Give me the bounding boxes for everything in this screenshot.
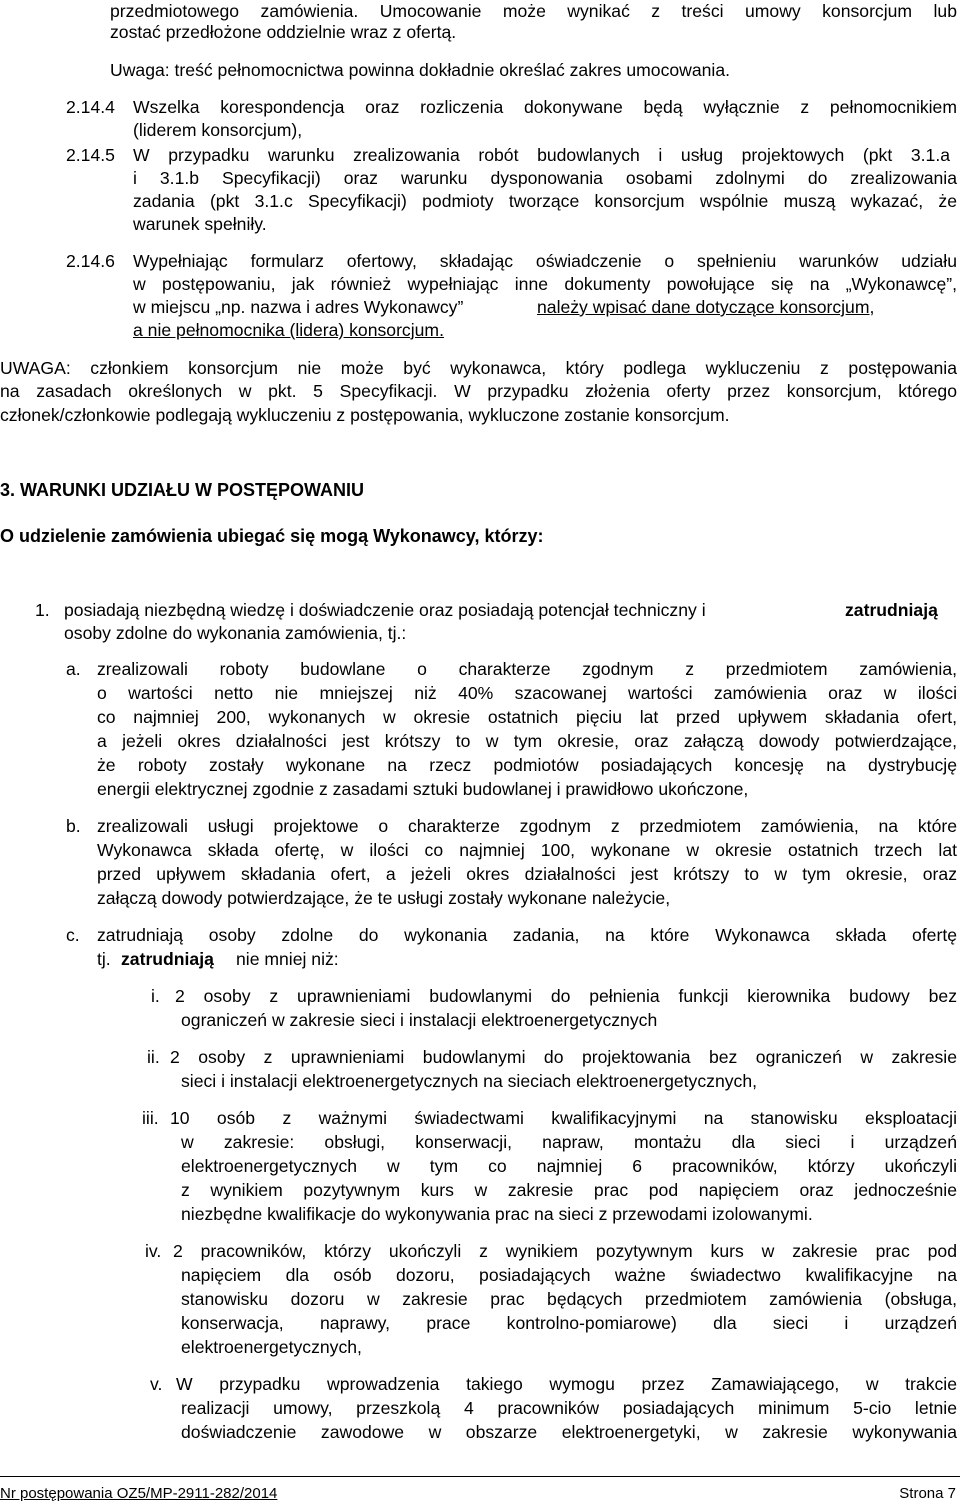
list-item-line: elektroenergetycznych, [181, 1337, 362, 1357]
list-item-line: elektroenergetycznych w tym co najmniej 6 pracowników, którzy ukończyli [181, 1156, 957, 1176]
paragraph-line: Uwaga: treść pełnomocnictwa powinna dokładnie określać zakres umocowania. [110, 60, 731, 80]
list-item-line: a jeżeli okres działalności jest krótszy to w tym okresie, oraz załączą dowody potwierdzające, [97, 731, 957, 751]
list-item-line: zatrudniają osoby zdolne do wykonania zadania, na które Wykonawca składa ofertę [97, 925, 957, 945]
paragraph-line: zadania (pkt 3.1.c Specyfikacji) podmioty tworzące konsorcjum wspólnie muszą wykazać, że [133, 191, 957, 211]
list-item-line: sieci i instalacji elektroenergetycznych na sieciach elektroenergetycznych, [181, 1071, 757, 1091]
note-line: na zasadach określonych w pkt. 5 Specyfikacji. W przypadku złożenia oferty przez konsorcjum, którego [0, 381, 957, 401]
note-line: UWAGA: członkiem konsorcjum nie może być wykonawca, który podlega wykluczeniu z postępowania [0, 358, 957, 378]
paragraph-line: Wszelka korespondencja oraz rozliczenia dokonywane będą wyłącznie z pełnomocnikiem [133, 97, 957, 117]
bold-text: zatrudniają [845, 600, 938, 620]
list-number: 1. [35, 600, 50, 620]
list-roman: iii. [142, 1108, 159, 1128]
list-item-line: osoby zdolne do wykonania zamówienia, tj.: [64, 623, 407, 643]
list-item-line: zrealizowali usługi projektowe o charakterze zgodnym z przedmiotem zamówienia, na które [97, 816, 957, 836]
list-item-line: 2 osoby z uprawnieniami budowlanymi do projektowania bez ograniczeń w zakresie [170, 1047, 957, 1067]
paragraph-line: W przypadku warunku zrealizowania robót budowlanych i usług projektowych (pkt 3.1.a [133, 145, 950, 165]
list-item-line: realizacji umowy, przeszkolą 4 pracowników posiadających minimum 5-cio letnie [181, 1398, 957, 1418]
list-item-line: przed upływem składania ofert, a jeżeli okres działalności jest krótszy to w tym okresie, oraz [97, 864, 957, 884]
list-letter: a. [66, 659, 81, 679]
list-item-line: Wykonawca składa ofertę, w ilości co najmniej 100, wykonane w okresie ostatnich trzech lat [97, 840, 957, 860]
section-number: 2.14.6 [66, 251, 115, 271]
section-number: 2.14.4 [66, 97, 115, 117]
list-item-line: załączą dowody potwierdzające, że te usługi zostały wykonane należycie, [97, 888, 671, 908]
footer-case-number: Nr postępowania OZ5/MP-2911-282/2014 [0, 1485, 278, 1502]
list-item-line: zrealizowali roboty budowlane o charakterze zgodnym z przedmiotem zamówienia, [97, 659, 957, 679]
list-item-line: z wynikiem pozytywnym kurs w zakresie prac pod napięciem oraz jednocześnie [181, 1180, 957, 1200]
bold-text: zatrudniają [121, 949, 214, 969]
list-item-line: tj. [97, 949, 111, 969]
section-heading: 3. WARUNKI UDZIAŁU W POSTĘPOWANIU [0, 480, 364, 500]
section-number: 2.14.5 [66, 145, 115, 165]
list-letter: c. [66, 925, 80, 945]
list-item-line: napięciem dla osób dozoru, posiadających ważne świadectwo kwalifikacyjne na [181, 1265, 957, 1285]
list-item-line: 2 pracowników, którzy ukończyli z wynikiem pozytywnym kurs w zakresie prac pod [173, 1241, 957, 1261]
list-roman: i. [151, 986, 160, 1006]
list-item-line: nie mniej niż: [236, 949, 339, 969]
paragraph-line: w postępowaniu, jak również wypełniając inne dokumenty powołujące się na „Wykonawcę”, [133, 274, 957, 294]
paragraph-line: przedmiotowego zamówienia. Umocowanie może wynikać z treści umowy konsorcjum lub [110, 1, 957, 21]
section-subheading: O udzielenie zamówienia ubiegać się mogą Wykonawcy, którzy: [0, 526, 544, 546]
underlined-text: a nie pełnomocnika (lidera) konsorcjum. [133, 320, 444, 340]
list-item-line: w zakresie: obsługi, konserwacji, napraw, montażu dla sieci i urządzeń [181, 1132, 957, 1152]
list-item-line: W przypadku wprowadzenia takiego wymogu przez Zamawiającego, w trakcie [176, 1374, 957, 1394]
underlined-text: należy wpisać dane dotyczące konsorcjum, [537, 297, 875, 317]
list-item-line: doświadczenie zawodowe w obszarze elektroenergetyki, w zakresie wykonywania [181, 1422, 957, 1442]
list-roman: ii. [147, 1047, 160, 1067]
list-item-line: niezbędne kwalifikacje do wykonywania prac na sieci z przewodami izolowanymi. [181, 1204, 813, 1224]
list-roman: v. [150, 1374, 163, 1394]
list-item-line: o wartości netto nie mniejszej niż 40% szacowanej wartości zamówienia oraz w ilości [97, 683, 957, 703]
paragraph-line: w miejscu „np. nazwa i adres Wykonawcy” [133, 297, 464, 317]
paragraph-line: i 3.1.b Specyfikacji) oraz warunku dysponowania osobami zdolnymi do zrealizowania [133, 168, 957, 188]
list-item-line: stanowisku dozoru w zakresie prac będących przedmiotem zamówienia (obsługa, [181, 1289, 957, 1309]
list-item-line: co najmniej 200, wykonanych w okresie ostatnich pięciu lat przed upływem składania ofert, [97, 707, 957, 727]
list-item-line: posiadają niezbędną wiedzę i doświadczenie oraz posiadają potencjał techniczny i [64, 600, 706, 620]
paragraph-line: Wypełniając formularz ofertowy, składając oświadczenie o spełnieniu warunków udziału [133, 251, 957, 271]
list-item-line: 10 osób z ważnymi świadectwami kwalifikacyjnymi na stanowisku eksploatacji [170, 1108, 957, 1128]
list-item-line: 2 osoby z uprawnieniami budowlanymi do pełnienia funkcji kierownika budowy bez [175, 986, 957, 1006]
list-item-line: energii elektrycznej zgodnie z zasadami sztuki budowlanej i prawidłowo ukończone, [97, 779, 749, 799]
footer-page-number: Strona 7 [899, 1485, 956, 1502]
note-line: członek/członkowie podlegają wykluczeniu z postępowania, wykluczone zostanie konsorcjum. [0, 405, 730, 425]
list-letter: b. [66, 816, 81, 836]
list-item-line: ograniczeń w zakresie sieci i instalacji elektroenergetycznych [181, 1010, 658, 1030]
paragraph-line: (liderem konsorcjum), [133, 120, 303, 140]
list-roman: iv. [145, 1241, 162, 1261]
footer-divider [0, 1476, 960, 1477]
paragraph-line: warunek spełniły. [133, 214, 267, 234]
paragraph-line: zostać przedłożone oddzielnie wraz z ofertą. [110, 22, 457, 42]
list-item-line: że roboty zostały wykonane na rzecz podmiotów posiadających koncesję na dystrybucję [97, 755, 957, 775]
list-item-line: konserwacja, naprawy, prace kontrolno-pomiarowe) dla sieci i urządzeń [181, 1313, 957, 1333]
